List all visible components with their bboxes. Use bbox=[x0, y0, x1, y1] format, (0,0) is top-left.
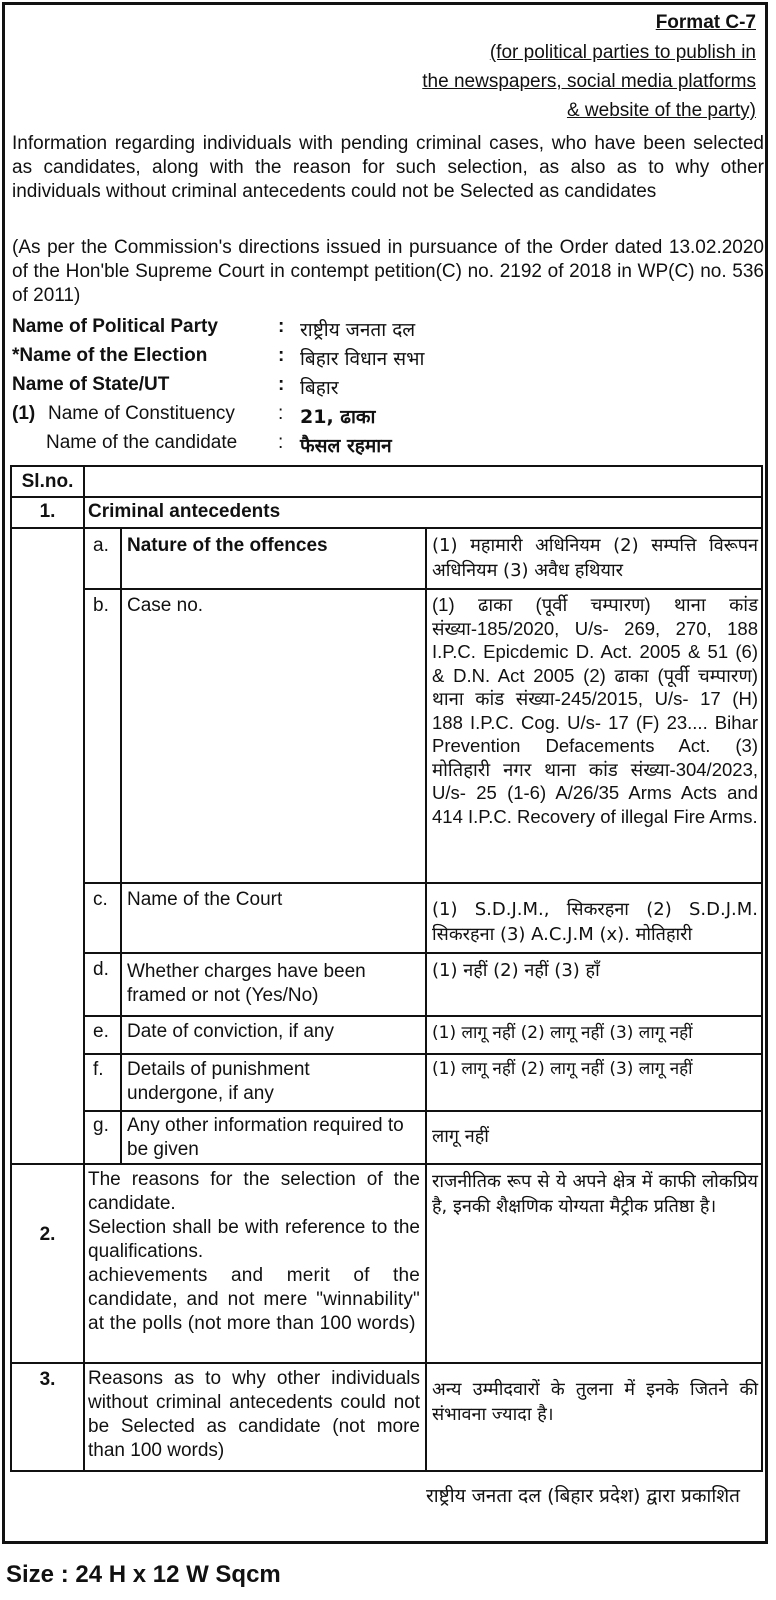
selection-reason-label-c: achievements and merit of the candidate, and not mere "winnability" at the polls (not more than 100 words) bbox=[88, 1265, 420, 1334]
publisher-line: राष्ट्रीय जनता दल (बिहार प्रदेश) द्वारा प्रकाशित bbox=[425, 1485, 740, 1507]
state-value: बिहार bbox=[300, 377, 339, 399]
party-label: Name of Political Party bbox=[12, 316, 218, 337]
election-label: *Name of the Election bbox=[12, 345, 208, 366]
colon: : bbox=[278, 316, 285, 337]
item-label: Date of conviction, if any bbox=[127, 1021, 334, 1042]
candidate-label: Name of the candidate bbox=[46, 432, 238, 453]
colon: : bbox=[278, 345, 285, 366]
format-title: Format C-7 bbox=[655, 12, 756, 33]
party-value: राष्ट्रीय जनता दल bbox=[300, 319, 416, 341]
item-label: Whether charges have been framed or not (Yes/No) bbox=[127, 961, 366, 1006]
table-line bbox=[10, 1470, 762, 1472]
table-line bbox=[83, 882, 762, 884]
colon: : bbox=[278, 432, 284, 453]
table-line bbox=[83, 952, 762, 954]
table-line bbox=[10, 465, 762, 467]
selection-reason-label-b: Selection shall be with reference to the qualifications. bbox=[88, 1217, 420, 1262]
table-line bbox=[83, 1110, 762, 1112]
item-number: (1) bbox=[12, 403, 36, 424]
format-note-line1: (for political parties to publish in bbox=[489, 42, 756, 63]
selection-reason-label bbox=[88, 1168, 420, 1336]
table-line bbox=[10, 527, 762, 529]
item-value: (1) S.D.J.M., सिकरहना (2) S.D.J.M. सिकरहना (3) A.C.J.M (x). मोतिहारी bbox=[432, 899, 758, 945]
item-letter: g. bbox=[93, 1115, 109, 1136]
state-label: Name of State/UT bbox=[12, 374, 170, 395]
item-value: (1) लागू नहीं (2) लागू नहीं (3) लागू नहीं bbox=[432, 1023, 693, 1043]
item-letter: e. bbox=[93, 1021, 109, 1042]
item-value: (1) लागू नहीं (2) लागू नहीं (3) लागू नहीं bbox=[432, 1059, 693, 1079]
row-number: 2. bbox=[39, 1224, 56, 1245]
item-value: (1) महामारी अधिनियम (2) सम्पत्ति विरूपन अधिनियम (3) अवैध हथियार bbox=[432, 535, 758, 581]
table-line bbox=[10, 465, 12, 1472]
other-candidates-reason-label: Reasons as to why other individuals without criminal antecedents could not be Selected as candidate (not more than 100 words) bbox=[88, 1368, 420, 1461]
item-value: लागू नहीं bbox=[432, 1126, 489, 1147]
item-label: Details of punishment undergone, if any bbox=[127, 1059, 310, 1104]
other-candidates-reason-value: अन्य उम्मीदवारों के तुलना में इनके जितने की संभावना ज्यादा है। bbox=[432, 1379, 758, 1425]
item-letter: d. bbox=[93, 959, 109, 980]
row-number: 1. bbox=[39, 501, 56, 522]
table-line bbox=[120, 527, 122, 1164]
table-line bbox=[10, 1362, 762, 1364]
candidate-value: फैसल रहमान bbox=[300, 435, 392, 457]
selection-reason-label-a: The reasons for the selection of the candidate. bbox=[88, 1169, 420, 1214]
election-value: बिहार विधान सभा bbox=[300, 348, 425, 370]
table-line bbox=[83, 1015, 762, 1017]
format-note-line2: the newspapers, social media platforms bbox=[422, 71, 756, 92]
colon: : bbox=[278, 403, 284, 424]
item-letter: c. bbox=[93, 889, 108, 910]
item-label: Any other information required to be given bbox=[127, 1115, 404, 1160]
table-line bbox=[83, 588, 762, 590]
criminal-antecedents-title: Criminal antecedents bbox=[88, 501, 281, 522]
table-line bbox=[761, 465, 763, 1472]
item-label: Case no. bbox=[127, 595, 204, 616]
table-line bbox=[10, 496, 762, 498]
slno-header: Sl.no. bbox=[21, 471, 74, 492]
item-letter: b. bbox=[93, 595, 109, 616]
selection-reason-value: राजनीतिक रूप से ये अपने क्षेत्र में काफी लोकप्रिय है, इनकी शैक्षणिक योग्यता मैट्रीक प्रतिष्ठा है। bbox=[432, 1171, 758, 1217]
row-number: 3. bbox=[39, 1369, 56, 1390]
directions-paragraph: (As per the Commission's directions issued in pursuance of the Order dated 13.02.2020 of the Hon'ble Supreme Court in contempt petition(C) no. 2192 of 2018 in WP(C) no. 536 of 2011) bbox=[12, 237, 764, 306]
item-label: Name of the Court bbox=[127, 889, 283, 910]
item-letter: f. bbox=[93, 1059, 104, 1080]
format-note-line3: & website of the party) bbox=[566, 100, 756, 121]
item-value: (1) ढाका (पूर्वी चम्पारण) थाना कांड संख्या-185/2020, U/s- 269, 270, 188 I.P.C. Epicdemic D. Act. 2005 & 51 (6) & D.N. Act 2005 (2) ढाका (पूर्वी चम्पारण) थाना कांड संख्या-245/2015, U/s- 17 (H) 188 I.P.C. Cog. U/s- 17 (F) 23.... Bihar Prevention Defacements Act. (3) मोतिहारी नगर थाना कांड संख्या-304/2023, U/s- 25 (1-6) A/26/35 Arms Acts and 414 I.P.C. Recovery of illegal Fire Arms. bbox=[432, 594, 758, 827]
item-value: (1) नहीं (2) नहीं (3) हाँ bbox=[432, 960, 600, 981]
intro-paragraph: Information regarding individuals with pending criminal cases, who have been selected as candidates, along with the reason for such selection, as also as to why other individuals without criminal antecedents could not be Selected as candidates bbox=[12, 133, 764, 202]
table-line bbox=[83, 1053, 762, 1055]
table-line bbox=[83, 465, 85, 1472]
item-label: Nature of the offences bbox=[127, 535, 328, 556]
table-line bbox=[425, 527, 427, 1472]
size-note: Size : 24 H x 12 W Sqcm bbox=[6, 1561, 281, 1588]
table-line bbox=[10, 1163, 762, 1165]
constituency-value: 21, ढाका bbox=[300, 406, 376, 428]
item-letter: a. bbox=[93, 535, 109, 556]
constituency-label: Name of Constituency bbox=[48, 403, 235, 424]
colon: : bbox=[278, 374, 285, 395]
